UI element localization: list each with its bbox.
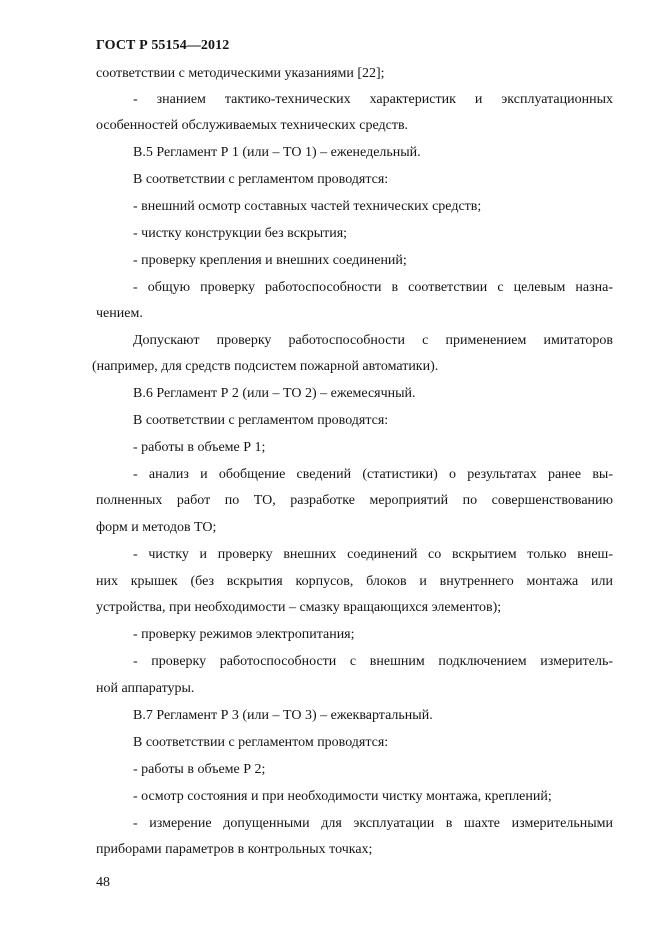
text-line: В соответствии с регламентом проводятся: [133,413,389,428]
text-line: - работы в объеме Р 2; [133,762,266,777]
text-line: устройства, при необходимости – смазку вращающихся элементов); [96,600,502,615]
text-line: В.6 Регламент Р 2 (или – ТО 2) – ежемесячный. [133,386,416,401]
text-line: полненных работ по ТО, разработке мероприятий по совершенствованию [96,493,613,508]
text-line: Допускают проверку работоспособности с применением имитаторов [133,333,613,348]
text-line: (например, для средств подсистем пожарной автоматики). [92,359,439,374]
text-line: чением. [96,306,143,321]
text-line: - чистку конструкции без вскрытия; [133,226,348,241]
text-line: ной аппаратуры. [96,681,195,696]
text-line: - анализ и обобщение сведений (статистики) о результатах ранее вы- [133,467,613,482]
text-line: приборами параметров в контрольных точках; [96,842,373,857]
text-line: - измерение допущенными для эксплуатации в шахте измерительными [133,816,613,831]
text-line: соответствии с методическими указаниями [22]; [96,66,385,81]
text-line: В.7 Регламент Р 3 (или – ТО 3) – ежеквартальный. [133,708,433,723]
document-header: ГОСТ Р 55154—2012 [96,38,230,53]
text-line: - общую проверку работоспособности в соответствии с целевым назна- [133,280,613,295]
text-line: - осмотр состояния и при необходимости чистку монтажа, креплений; [133,789,552,804]
text-line: - проверку крепления и внешних соединений; [133,253,407,268]
text-line: В.5 Регламент Р 1 (или – ТО 1) – еженедельный. [133,145,421,160]
text-line: - внешний осмотр составных частей технических средств; [133,199,482,214]
text-line: В соответствии с регламентом проводятся: [133,735,389,750]
text-line: - проверку режимов электропитания; [133,627,355,642]
text-line: форм и методов ТО; [96,520,217,535]
page-number: 48 [96,875,110,890]
text-line: - знанием тактико-технических характеристик и эксплуатационных [133,92,613,107]
text-line: них крышек (без вскрытия корпусов, блоков и внутреннего монтажа или [96,574,613,589]
text-line: - чистку и проверку внешних соединений со вскрытием только внеш- [133,547,613,562]
text-line: - проверку работоспособности с внешним подключением измеритель- [133,654,613,669]
text-line: особенностей обслуживаемых технических средств. [96,118,409,133]
text-line: В соответствии с регламентом проводятся: [133,172,389,187]
text-line: - работы в объеме Р 1; [133,440,266,455]
